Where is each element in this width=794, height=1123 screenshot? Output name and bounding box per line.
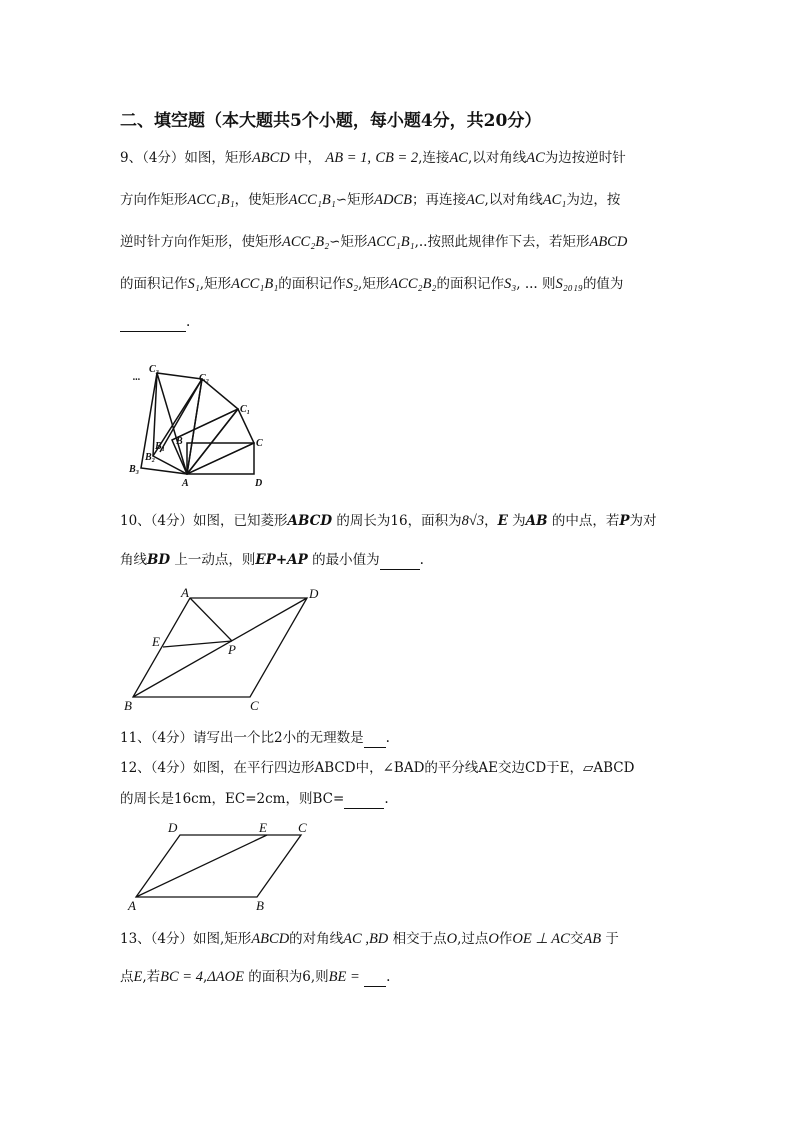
q9-line-3: 逆时针方向作矩形，使矩形ACC₂B₂∽矩形ACC₁B₁,..按照此规律作下去，若矩形ABCD — [120, 234, 628, 250]
fig12-label-d: D — [168, 820, 178, 835]
fig9-label-c2: C₂ — [199, 373, 210, 384]
q9-line-2: 方向作矩形ACC₁B₁，使矩形ACC₁B₁∽矩形ADCB；再连接AC,以对角线AC₁为边，按 — [120, 192, 621, 208]
q12-line-2: 的周长是16cm，EC=2cm，则BC= . — [120, 791, 389, 807]
q9-answer-line: . — [120, 312, 190, 332]
fig12-label-e: E — [259, 820, 267, 835]
fig12-label-c: C — [298, 820, 307, 835]
fig12-label-a: A — [128, 898, 136, 913]
fig9-ellipsis: ... — [133, 372, 141, 383]
q10-line-1: 10、（4分）如图，已知菱形ABCD 的周长为16，面积为8√3，E 为AB 的中点，若P为对 — [120, 513, 657, 529]
q10-line-2: 角线BD 上一动点，则EP+AP 的最小值为 . — [120, 552, 424, 568]
fig9-label-c1: C₁ — [240, 404, 251, 415]
fig9-label-c: C — [256, 438, 263, 449]
section-heading: 二、填空题（本大题共5个小题，每小题4分，共20分） — [120, 111, 542, 131]
fig9-label-c3: C₃ — [149, 364, 160, 375]
q12-line-1: 12、（4分）如图，在平行四边形ABCD中，∠BAD的平分线AE交边CD于E，▱ABCD — [120, 760, 635, 776]
fig9-label-b3: B₃ — [129, 464, 140, 475]
fig10-label-b: B — [124, 698, 132, 713]
fig9-label-b2: B₂ — [145, 452, 156, 463]
q13-line-1: 13、（4分）如图,矩形ABCD的对角线AC ,BD 相交于点O,过点O作OE ⊥ AC交AB 于 — [120, 931, 619, 947]
bisector-ae — [136, 835, 267, 897]
q9-line-1: 9、（4分）如图，矩形ABCD 中， AB = 1, CB = 2,连接AC,以对角线AC为边按逆时针 — [120, 150, 626, 166]
fig12-label-b: B — [256, 898, 264, 913]
fig9-label-d: D — [255, 478, 263, 489]
parallelogram-abcd — [136, 835, 301, 897]
fig10-label-d: D — [309, 586, 319, 601]
fig10-label-c: C — [250, 698, 259, 713]
fig10-label-p: P — [228, 642, 236, 657]
fig9-label-b: B — [176, 436, 183, 447]
q11-line: 11、（4分）请写出一个比2小的无理数是 . — [120, 730, 390, 746]
fig9-label-b1: B₁ — [155, 441, 166, 452]
fig9-label-a: A — [182, 478, 189, 489]
q9-line-4: 的面积记作S₁,矩形ACC₁B₁的面积记作S₂,矩形ACC₂B₂的面积记作S₃, ... 则S₂₀₁₉的值为 — [120, 276, 624, 292]
fig10-label-a: A — [181, 585, 189, 600]
fig10-label-e: E — [152, 634, 160, 649]
answer-blank[interactable] — [364, 972, 386, 987]
q13-line-2: 点E,若BC = 4,ΔAOE 的面积为6,则BE = . — [120, 969, 391, 985]
